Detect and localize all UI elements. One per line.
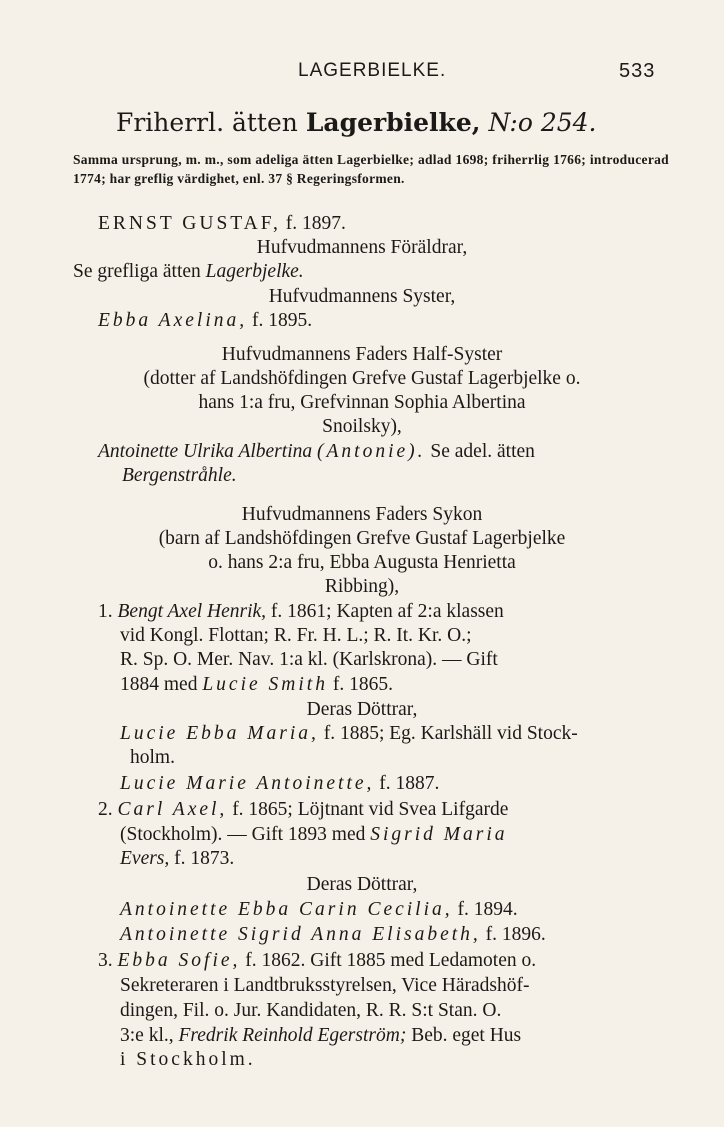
half-sister-line-3: Snoilsky), bbox=[322, 416, 402, 437]
spouse-name: Sigrid Maria bbox=[370, 824, 508, 845]
child-name: Bengt Axel Henrik, bbox=[117, 601, 267, 622]
daughter-entry bbox=[120, 898, 518, 922]
daughter-text: f. 1894. bbox=[457, 899, 518, 920]
child-text-line: dingen, Fil. o. Jur. Kandidaten, R. R. S:t Stan. O. bbox=[120, 1000, 502, 1021]
daughter-name: Lucie Marie Antoinette, bbox=[120, 773, 375, 794]
spouse-name: Fredrik Reinhold Egerström; bbox=[178, 1025, 407, 1046]
daughter-name: Antoinette Ebba Carin Cecilia, bbox=[120, 899, 453, 920]
family-number: N:o 254. bbox=[488, 108, 597, 137]
child-name: Ebba Sofie, bbox=[117, 950, 241, 971]
sister-heading: Hufvudmannens Syster, bbox=[268, 286, 456, 307]
half-sister-heading: Hufvudmannens Faders Half-Syster bbox=[221, 344, 503, 365]
child-marriage-line bbox=[120, 823, 508, 847]
cousins-line-3: Ribbing), bbox=[324, 576, 400, 597]
daughter-text-line: holm. bbox=[130, 747, 175, 768]
spouse-line bbox=[120, 847, 234, 871]
daughter-entry bbox=[120, 722, 578, 746]
section-title bbox=[116, 108, 597, 137]
sister-entry bbox=[98, 309, 312, 333]
child-text: f. 1862. Gift 1885 med Ledamoten o. bbox=[245, 950, 537, 971]
spouse-name: Lucie Smith bbox=[202, 674, 328, 695]
child-text: f. 1861; Kapten af 2:a klassen bbox=[270, 601, 504, 622]
residence-text: Beb. eget Hus bbox=[411, 1025, 522, 1046]
parents-heading: Hufvudmannens Föräldrar, bbox=[256, 237, 468, 258]
daughter-entry bbox=[120, 772, 439, 796]
child-entry bbox=[98, 798, 508, 822]
child-entry bbox=[98, 949, 536, 973]
daughter-text: f. 1887. bbox=[379, 773, 440, 794]
sister-name: Ebba Axelina, bbox=[98, 310, 248, 331]
half-sister-ref: Bergenstråhle. bbox=[122, 465, 237, 486]
spouse-born: f. 1865. bbox=[332, 674, 393, 695]
cousins-heading: Hufvudmannens Faders Sykon bbox=[241, 504, 483, 525]
residence-line: i Stockholm. bbox=[120, 1049, 256, 1070]
child-text: f. 1865; Löjtnant vid Svea Lifgarde bbox=[232, 799, 509, 820]
title-prefix: Friherrl. ätten bbox=[116, 108, 298, 137]
half-sister-called: (Antonie). bbox=[317, 441, 426, 462]
child-number: 2. bbox=[98, 799, 113, 820]
daughter-text: f. 1885; Eg. Karlshäll vid Stock- bbox=[323, 723, 578, 744]
parents-ref: Lagerbjelke. bbox=[205, 261, 304, 282]
head-of-family bbox=[98, 212, 346, 236]
intro-paragraph: Samma ursprung, m. m., som adeliga ätten Lagerbielke; adlad 1698; friherrlig 1766; introducerad 1774; har greflig värdighet, enl. 37 § Regeringsformen. bbox=[73, 152, 669, 186]
child-text-line: R. Sp. O. Mer. Nav. 1:a kl. (Karlskrona). — Gift bbox=[120, 649, 498, 670]
parents-text: Se grefliga ätten bbox=[73, 261, 201, 282]
child-number: 1. bbox=[98, 601, 113, 622]
spouse-born: f. 1873. bbox=[174, 848, 235, 869]
child-text-line: vid Kongl. Flottan; R. Fr. H. L.; R. It. Kr. O.; bbox=[120, 625, 472, 646]
child-entry bbox=[98, 600, 504, 624]
marriage-text: (Stockholm). — Gift 1893 med bbox=[120, 824, 366, 845]
parents-reference bbox=[73, 260, 304, 284]
running-head bbox=[0, 60, 724, 86]
daughter-name: Lucie Ebba Maria, bbox=[120, 723, 319, 744]
cousins-line-2: o. hans 2:a fru, Ebba Augusta Henrietta bbox=[208, 552, 516, 573]
sister-born: f. 1895. bbox=[252, 310, 313, 331]
marriage-text: 1884 med bbox=[120, 674, 198, 695]
half-sister-name: Antoinette Ulrika Albertina bbox=[98, 441, 313, 462]
daughter-name: Antoinette Sigrid Anna Elisabeth, bbox=[120, 924, 481, 945]
daughter-entry bbox=[120, 923, 546, 947]
half-sister-line-2: hans 1:a fru, Grefvinnan Sophia Albertina bbox=[198, 392, 526, 413]
page-number: 533 bbox=[619, 60, 656, 82]
child-name: Carl Axel, bbox=[117, 799, 228, 820]
child-marriage-line bbox=[120, 1024, 521, 1048]
running-head-title: LAGERBIELKE. bbox=[298, 60, 447, 81]
half-sister-entry bbox=[98, 440, 535, 464]
cousins-line-1: (barn af Landshöfdingen Grefve Gustaf Lagerbjelke bbox=[158, 528, 566, 549]
head-name: ERNST GUSTAF, bbox=[98, 213, 281, 234]
half-sister-line-1: (dotter af Landshöfdingen Grefve Gustaf Lagerbjelke o. bbox=[143, 368, 581, 389]
child-text-line: Sekreteraren i Landtbruksstyrelsen, Vice Häradshöf- bbox=[120, 975, 530, 996]
family-name: Lagerbielke, bbox=[305, 108, 481, 137]
daughters-heading: Deras Döttrar, bbox=[306, 874, 418, 895]
child-number: 3. bbox=[98, 950, 113, 971]
child-marriage-line bbox=[120, 673, 393, 697]
daughters-heading: Deras Döttrar, bbox=[306, 699, 418, 720]
daughter-text: f. 1896. bbox=[485, 924, 546, 945]
half-sister-ref-line bbox=[122, 464, 237, 488]
marriage-text: 3:e kl., bbox=[120, 1025, 174, 1046]
half-sister-note: Se adel. ätten bbox=[430, 441, 535, 462]
spouse-surname: Evers, bbox=[120, 848, 170, 869]
head-born: f. 1897. bbox=[285, 213, 346, 234]
